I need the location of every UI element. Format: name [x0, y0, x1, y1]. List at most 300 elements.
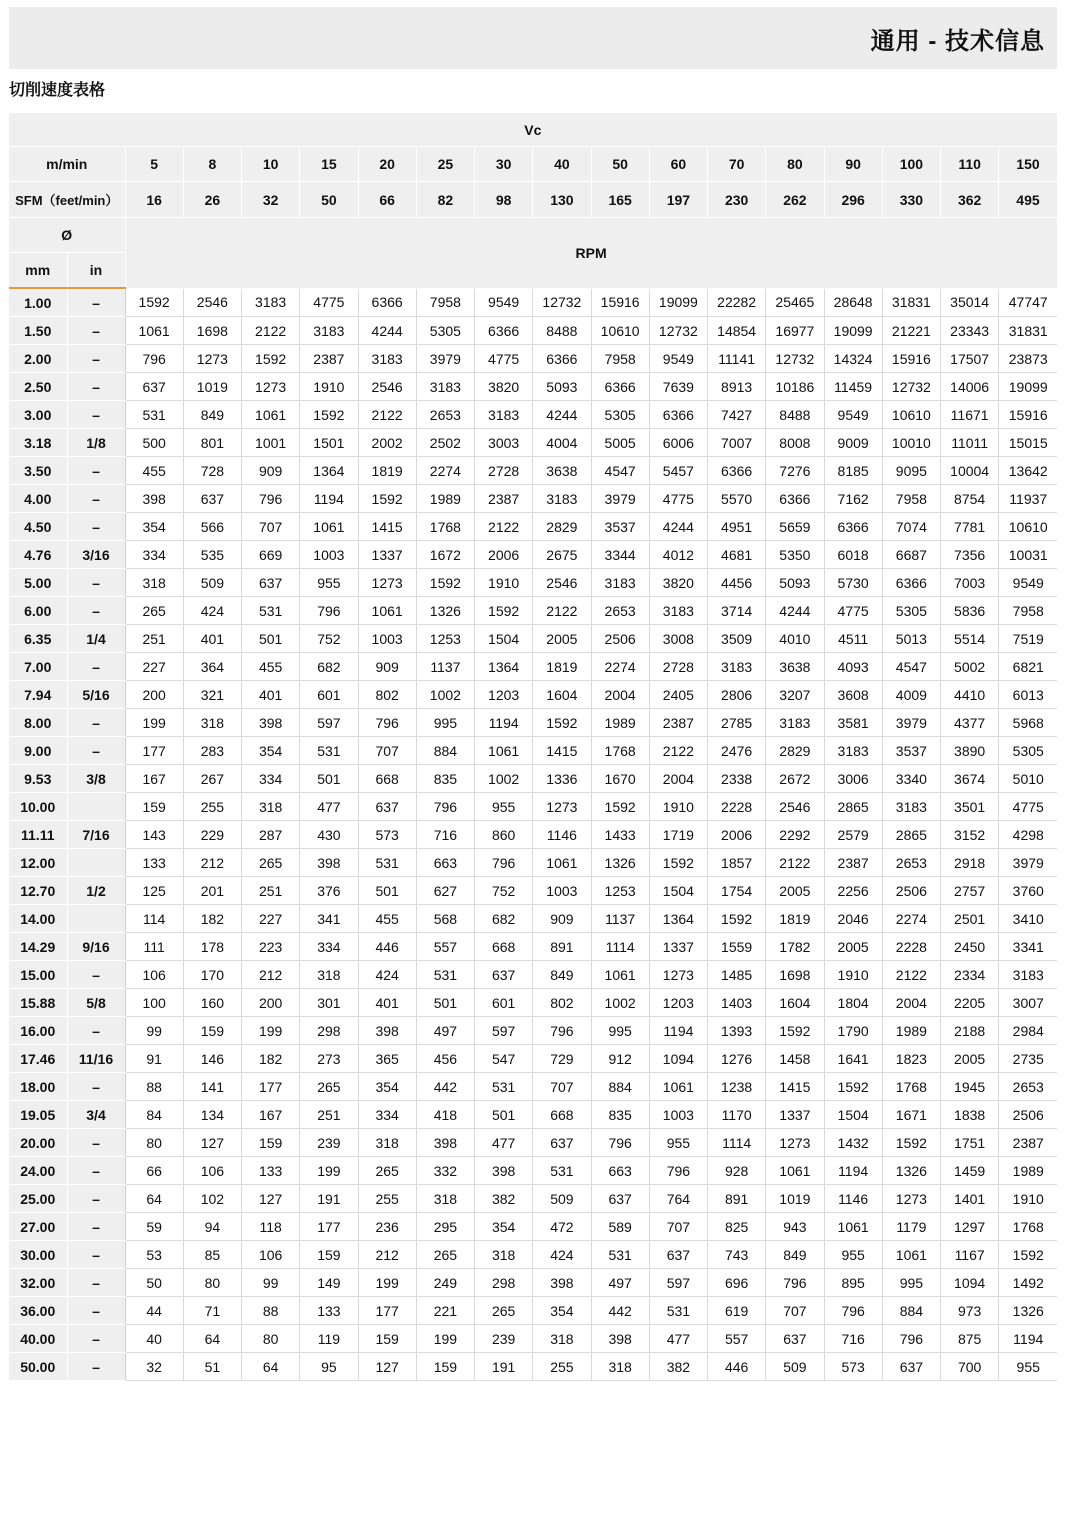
rpm-value: 1364 [475, 653, 533, 681]
rpm-value: 12732 [649, 317, 707, 345]
rpm-value: 1768 [882, 1073, 940, 1101]
table-row [9, 821, 1057, 849]
rpm-value: 796 [242, 485, 300, 513]
rpm-value: 3341 [999, 933, 1057, 961]
rpm-value: 125 [125, 877, 183, 905]
rpm-value: 5305 [591, 401, 649, 429]
rpm-value: 1061 [766, 1157, 824, 1185]
rpm-value: 1114 [591, 933, 649, 961]
rpm-value: 298 [300, 1017, 358, 1045]
rpm-value: 1604 [766, 989, 824, 1017]
rpm-value: 341 [300, 905, 358, 933]
rpm-value: 15916 [882, 345, 940, 373]
rpm-value: 35014 [941, 288, 999, 317]
rpm-value: 84 [125, 1101, 183, 1129]
rpm-value: 637 [649, 1241, 707, 1269]
rpm-value: 501 [300, 765, 358, 793]
rpm-value: 1768 [999, 1213, 1057, 1241]
diameter-label: Ø [9, 218, 125, 253]
rpm-value: 1337 [649, 933, 707, 961]
diameter-mm: 19.05 [9, 1101, 67, 1129]
rpm-value: 2546 [766, 793, 824, 821]
rpm-value: 223 [242, 933, 300, 961]
table-row [9, 793, 1057, 821]
rpm-value: 637 [882, 1353, 940, 1381]
rpm-value: 295 [416, 1213, 474, 1241]
rpm-value: 159 [183, 1017, 241, 1045]
rpm-value: 273 [300, 1045, 358, 1073]
rpm-value: 2675 [533, 541, 591, 569]
table-row [9, 317, 1057, 345]
rpm-value: 1459 [941, 1157, 999, 1185]
rpm-value: 1592 [824, 1073, 882, 1101]
rpm-value: 531 [125, 401, 183, 429]
rpm-value: 849 [183, 401, 241, 429]
table-row [9, 345, 1057, 373]
rpm-value: 477 [649, 1325, 707, 1353]
rpm-value: 3183 [358, 345, 416, 373]
rpm-value: 531 [300, 737, 358, 765]
rpm-value: 1194 [649, 1017, 707, 1045]
sfm-value: 66 [358, 182, 416, 218]
rpm-value: 199 [242, 1017, 300, 1045]
rpm-value: 716 [824, 1325, 882, 1353]
rpm-value: 6366 [649, 401, 707, 429]
rpm-value: 15916 [999, 401, 1057, 429]
rpm-value: 1194 [824, 1157, 882, 1185]
rpm-value: 5002 [941, 653, 999, 681]
table-row [9, 653, 1057, 681]
table-row [9, 569, 1057, 597]
rpm-value: 16977 [766, 317, 824, 345]
rpm-value: 127 [358, 1353, 416, 1381]
rpm-value: 1433 [591, 821, 649, 849]
rpm-value: 301 [300, 989, 358, 1017]
rpm-value: 1061 [824, 1213, 882, 1241]
rpm-value: 159 [242, 1129, 300, 1157]
table-row [9, 1269, 1057, 1297]
rpm-value: 2672 [766, 765, 824, 793]
rpm-value: 2984 [999, 1017, 1057, 1045]
rpm-value: 1137 [416, 653, 474, 681]
section-title: 切削速度表格 [9, 82, 106, 99]
rpm-value: 912 [591, 1045, 649, 1073]
rpm-value: 4511 [824, 625, 882, 653]
rpm-value: 229 [183, 821, 241, 849]
rpm-value: 182 [183, 905, 241, 933]
rpm-value: 2387 [475, 485, 533, 513]
rpm-value: 10610 [591, 317, 649, 345]
rpm-value: 3890 [941, 737, 999, 765]
rpm-value: 3501 [941, 793, 999, 821]
rpm-value: 3183 [242, 288, 300, 317]
rpm-value: 199 [358, 1269, 416, 1297]
rpm-value: 4547 [882, 653, 940, 681]
rpm-value: 909 [358, 653, 416, 681]
rpm-value: 796 [125, 345, 183, 373]
rpm-value: 318 [591, 1353, 649, 1381]
rpm-value: 1061 [242, 401, 300, 429]
sfm-label: SFM（feet/min） [9, 182, 125, 218]
rpm-value: 2004 [882, 989, 940, 1017]
rpm-value: 668 [358, 765, 416, 793]
rpm-value: 2829 [533, 513, 591, 541]
diameter-mm: 7.00 [9, 653, 67, 681]
rpm-value: 1094 [941, 1269, 999, 1297]
rpm-value: 1501 [300, 429, 358, 457]
rpm-value: 849 [766, 1241, 824, 1269]
rpm-value: 1061 [882, 1241, 940, 1269]
rpm-value: 2005 [533, 625, 591, 653]
rpm-value: 1492 [999, 1269, 1057, 1297]
rpm-value: 255 [533, 1353, 591, 1381]
rpm-value: 398 [533, 1269, 591, 1297]
rpm-value: 251 [300, 1101, 358, 1129]
rpm-value: 143 [125, 821, 183, 849]
vc-header-row [9, 113, 1057, 147]
rpm-value: 134 [183, 1101, 241, 1129]
rpm-value: 531 [416, 961, 474, 989]
rpm-value: 102 [183, 1185, 241, 1213]
rpm-value: 4456 [708, 569, 766, 597]
rpm-value: 2735 [999, 1045, 1057, 1073]
diameter-in: – [67, 597, 125, 625]
rpm-value: 891 [708, 1185, 766, 1213]
m-min-value: 40 [533, 147, 591, 182]
rpm-value: 955 [475, 793, 533, 821]
diameter-mm: 16.00 [9, 1017, 67, 1045]
rpm-value: 334 [242, 765, 300, 793]
rpm-value: 884 [416, 737, 474, 765]
sfm-value: 362 [941, 182, 999, 218]
rpm-value: 2006 [475, 541, 533, 569]
rpm-value: 1782 [766, 933, 824, 961]
rpm-value: 5013 [882, 625, 940, 653]
rpm-value: 191 [300, 1185, 358, 1213]
rpm-value: 10186 [766, 373, 824, 401]
diameter-in: – [67, 317, 125, 345]
rpm-value: 5514 [941, 625, 999, 653]
rpm-value: 531 [475, 1073, 533, 1101]
sfm-value: 50 [300, 182, 358, 218]
rpm-value: 601 [300, 681, 358, 709]
diameter-in: 7/16 [67, 821, 125, 849]
rpm-value: 1364 [649, 905, 707, 933]
diameter-in: 9/16 [67, 933, 125, 961]
m-min-value: 25 [416, 147, 474, 182]
rpm-value: 1194 [999, 1325, 1057, 1353]
rpm-value: 707 [533, 1073, 591, 1101]
rpm-value: 11011 [941, 429, 999, 457]
rpm-value: 3183 [533, 485, 591, 513]
rpm-value: 3608 [824, 681, 882, 709]
rpm-value: 668 [533, 1101, 591, 1129]
rpm-value: 3674 [941, 765, 999, 793]
rpm-value: 1857 [708, 849, 766, 877]
sfm-value: 98 [475, 182, 533, 218]
rpm-value: 4775 [999, 793, 1057, 821]
diameter-mm: 32.00 [9, 1269, 67, 1297]
rpm-value: 2002 [358, 429, 416, 457]
m-min-value: 70 [708, 147, 766, 182]
rpm-value: 928 [708, 1157, 766, 1185]
rpm-value: 133 [125, 849, 183, 877]
rpm-value: 2653 [416, 401, 474, 429]
rpm-value: 796 [882, 1325, 940, 1353]
rpm-value: 796 [358, 709, 416, 737]
rpm-value: 118 [242, 1213, 300, 1241]
rpm-value: 2806 [708, 681, 766, 709]
rpm-value: 265 [300, 1073, 358, 1101]
rpm-value: 7007 [708, 429, 766, 457]
rpm-value: 5836 [941, 597, 999, 625]
rpm-value: 200 [125, 681, 183, 709]
rpm-value: 1203 [475, 681, 533, 709]
rpm-value: 2502 [416, 429, 474, 457]
rpm-value: 4244 [766, 597, 824, 625]
diameter-in: – [67, 1241, 125, 1269]
rpm-value: 566 [183, 513, 241, 541]
table-row [9, 485, 1057, 513]
rpm-value: 1273 [882, 1185, 940, 1213]
sfm-value: 82 [416, 182, 474, 218]
rpm-value: 9549 [999, 569, 1057, 597]
rpm-value: 7074 [882, 513, 940, 541]
rpm-value: 2005 [766, 877, 824, 905]
rpm-value: 159 [300, 1241, 358, 1269]
rpm-value: 955 [999, 1353, 1057, 1381]
rpm-value: 178 [183, 933, 241, 961]
rpm-value: 7519 [999, 625, 1057, 653]
rpm-value: 1823 [882, 1045, 940, 1073]
rpm-value: 398 [475, 1157, 533, 1185]
rpm-value: 7958 [999, 597, 1057, 625]
rpm-value: 2205 [941, 989, 999, 1017]
rpm-value: 141 [183, 1073, 241, 1101]
rpm-value: 1768 [416, 513, 474, 541]
rpm-value: 4298 [999, 821, 1057, 849]
rpm-value: 12732 [766, 345, 824, 373]
rpm-value: 1592 [999, 1241, 1057, 1269]
rpm-value: 1002 [416, 681, 474, 709]
rpm-value: 47747 [999, 288, 1057, 317]
sfm-value: 495 [999, 182, 1057, 218]
rpm-value: 501 [242, 625, 300, 653]
rpm-value: 318 [242, 793, 300, 821]
diameter-mm: 4.00 [9, 485, 67, 513]
diameter-in: – [67, 569, 125, 597]
rpm-value: 8754 [941, 485, 999, 513]
rpm-value: 796 [533, 1017, 591, 1045]
rpm-value: 4775 [300, 288, 358, 317]
diameter-mm: 17.46 [9, 1045, 67, 1073]
rpm-value: 943 [766, 1213, 824, 1241]
rpm-value: 568 [416, 905, 474, 933]
rpm-value: 1592 [649, 849, 707, 877]
rpm-value: 10031 [999, 541, 1057, 569]
rpm-value: 10004 [941, 457, 999, 485]
rpm-value: 2728 [475, 457, 533, 485]
rpm-value: 796 [416, 793, 474, 821]
diameter-in: – [67, 345, 125, 373]
rpm-value: 531 [242, 597, 300, 625]
rpm-value: 201 [183, 877, 241, 905]
rpm-value: 1001 [242, 429, 300, 457]
rpm-value: 114 [125, 905, 183, 933]
rpm-value: 729 [533, 1045, 591, 1073]
rpm-value: 531 [649, 1297, 707, 1325]
rpm-value: 728 [183, 457, 241, 485]
rpm-value: 221 [416, 1297, 474, 1325]
rpm-value: 835 [591, 1101, 649, 1129]
rpm-value: 3183 [591, 569, 649, 597]
rpm-value: 1273 [242, 373, 300, 401]
rpm-value: 2228 [708, 793, 766, 821]
rpm-value: 1337 [766, 1101, 824, 1129]
rpm-value: 71 [183, 1297, 241, 1325]
rpm-value: 8008 [766, 429, 824, 457]
rpm-value: 424 [358, 961, 416, 989]
sfm-value: 26 [183, 182, 241, 218]
rpm-value: 3183 [824, 737, 882, 765]
rpm-value: 2334 [941, 961, 999, 989]
diameter-in: – [67, 961, 125, 989]
diameter-in: – [67, 1297, 125, 1325]
rpm-value: 9009 [824, 429, 882, 457]
rpm-value: 501 [475, 1101, 533, 1129]
rpm-value: 19099 [649, 288, 707, 317]
rpm-value: 1989 [591, 709, 649, 737]
rpm-value: 1804 [824, 989, 882, 1017]
rpm-value: 955 [824, 1241, 882, 1269]
rpm-value: 283 [183, 737, 241, 765]
rpm-value: 3760 [999, 877, 1057, 905]
rpm-value: 239 [475, 1325, 533, 1353]
rpm-value: 497 [416, 1017, 474, 1045]
m-min-value: 20 [358, 147, 416, 182]
m-min-value: 110 [941, 147, 999, 182]
rpm-value: 1641 [824, 1045, 882, 1073]
rpm-value: 11671 [941, 401, 999, 429]
rpm-value: 1819 [358, 457, 416, 485]
rpm-value: 1458 [766, 1045, 824, 1073]
rpm-value: 1326 [591, 849, 649, 877]
rpm-value: 1297 [941, 1213, 999, 1241]
rpm-value: 1989 [882, 1017, 940, 1045]
diameter-in: 3/16 [67, 541, 125, 569]
rpm-value: 2274 [882, 905, 940, 933]
rpm-value: 573 [358, 821, 416, 849]
rpm-value: 6366 [358, 288, 416, 317]
rpm-value: 8185 [824, 457, 882, 485]
diameter-mm: 5.00 [9, 569, 67, 597]
rpm-value: 1592 [416, 569, 474, 597]
rpm-value: 973 [941, 1297, 999, 1325]
rpm-value: 418 [416, 1101, 474, 1129]
table-row [9, 457, 1057, 485]
rpm-value: 9549 [475, 288, 533, 317]
rpm-value: 334 [300, 933, 358, 961]
rpm-value: 752 [300, 625, 358, 653]
rpm-value: 199 [416, 1325, 474, 1353]
rpm-value: 6366 [591, 373, 649, 401]
diameter-in: 5/8 [67, 989, 125, 1017]
rpm-value: 1592 [766, 1017, 824, 1045]
rpm-value: 835 [416, 765, 474, 793]
rpm-value: 8488 [533, 317, 591, 345]
rpm-value: 2546 [183, 288, 241, 317]
rpm-value: 1336 [533, 765, 591, 793]
rpm-value: 3638 [533, 457, 591, 485]
rpm-value: 1253 [591, 877, 649, 905]
rpm-value: 2757 [941, 877, 999, 905]
rpm-value: 1698 [183, 317, 241, 345]
rpm-value: 446 [708, 1353, 766, 1381]
rpm-value: 509 [533, 1185, 591, 1213]
rpm-value: 535 [183, 541, 241, 569]
rpm-value: 22282 [708, 288, 766, 317]
rpm-value: 6018 [824, 541, 882, 569]
diameter-in: – [67, 485, 125, 513]
diameter-mm: 25.00 [9, 1185, 67, 1213]
rpm-value: 1146 [533, 821, 591, 849]
rpm-value: 1003 [300, 541, 358, 569]
table-row [9, 597, 1057, 625]
rpm-value: 334 [125, 541, 183, 569]
rpm-value: 318 [300, 961, 358, 989]
rpm-value: 64 [125, 1185, 183, 1213]
diameter-mm: 9.00 [9, 737, 67, 765]
rpm-value: 1393 [708, 1017, 766, 1045]
sfm-value: 130 [533, 182, 591, 218]
rpm-value: 637 [183, 485, 241, 513]
rpm-value: 4547 [591, 457, 649, 485]
rpm-value: 182 [242, 1045, 300, 1073]
rpm-value: 1432 [824, 1129, 882, 1157]
rpm-value: 2292 [766, 821, 824, 849]
rpm-value: 707 [766, 1297, 824, 1325]
rpm-value: 424 [183, 597, 241, 625]
rpm-value: 1604 [533, 681, 591, 709]
rpm-value: 849 [533, 961, 591, 989]
rpm-value: 5968 [999, 709, 1057, 737]
diameter-mm: 2.50 [9, 373, 67, 401]
rpm-value: 1592 [533, 709, 591, 737]
rpm-value: 825 [708, 1213, 766, 1241]
sfm-value: 296 [824, 182, 882, 218]
rpm-value: 4681 [708, 541, 766, 569]
rpm-value: 3183 [649, 597, 707, 625]
rpm-value: 573 [824, 1353, 882, 1381]
rpm-value: 597 [649, 1269, 707, 1297]
rpm-value: 170 [183, 961, 241, 989]
rpm-value: 707 [649, 1213, 707, 1241]
rpm-value: 12732 [882, 373, 940, 401]
rpm-value: 1504 [649, 877, 707, 905]
diameter-in: 5/16 [67, 681, 125, 709]
rpm-value: 7958 [591, 345, 649, 373]
rpm-value: 401 [358, 989, 416, 1017]
rpm-value: 239 [300, 1129, 358, 1157]
rpm-value: 1002 [475, 765, 533, 793]
rpm-value: 4010 [766, 625, 824, 653]
table-row [9, 1101, 1057, 1129]
m-min-value: 150 [999, 147, 1057, 182]
diameter-mm: 18.00 [9, 1073, 67, 1101]
m-min-value: 5 [125, 147, 183, 182]
rpm-value: 1238 [708, 1073, 766, 1101]
rpm-value: 94 [183, 1213, 241, 1241]
